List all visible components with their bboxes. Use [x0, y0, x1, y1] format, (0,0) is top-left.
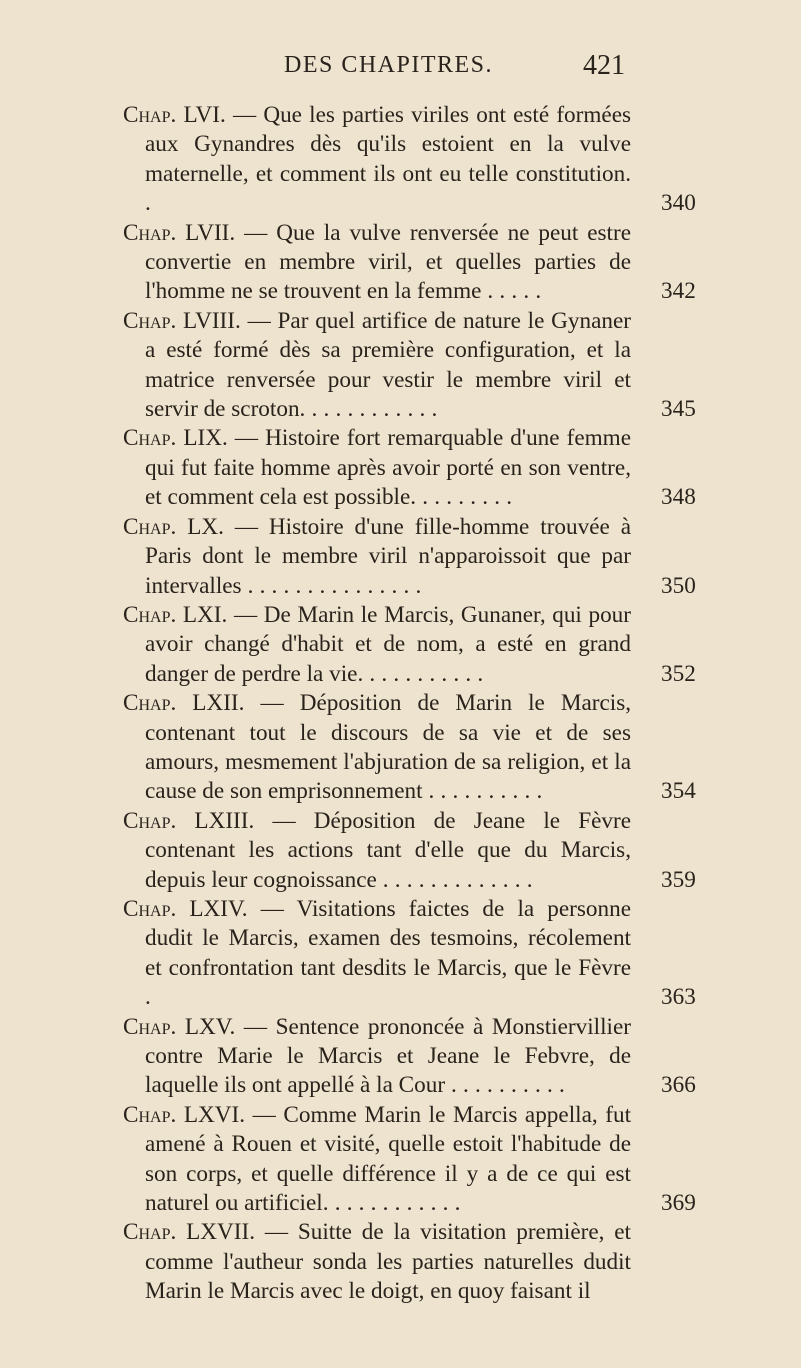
leader-dots: .: [145, 190, 151, 217]
chapter-title: — De Marin le Marcis, Gunaner, qui pour avoir changé d'habit et de nom, a esté en grand danger de perdre la vie: [145, 601, 631, 687]
toc-entry: [123, 1218, 631, 1306]
page-number: 421: [583, 50, 625, 81]
chapter-label: Chap. LVI.: [123, 102, 226, 128]
toc-entry: [123, 895, 696, 1013]
toc-entry: [123, 101, 696, 219]
leader-dots: . . . . . . . . . .: [445, 1072, 565, 1099]
leader-dots: . . . . . . . . . . .: [357, 660, 484, 687]
toc-entry: [123, 689, 696, 807]
chapter-label: Chap. LXV.: [123, 1013, 236, 1040]
chapter-title: — Sentence prononcée à Monstiervillier contre Marie le Marcis et Jeane le Febvre, de laquelle ils ont appellé à la Cour: [145, 1013, 632, 1099]
chapter-page-number: 348: [661, 484, 696, 511]
running-head: [0, 52, 801, 92]
chapter-page-number: 363: [661, 984, 696, 1011]
chapter-label: Chap. LIX.: [123, 425, 228, 452]
chapter-page-number: 342: [661, 278, 696, 305]
leader-dots: .: [145, 984, 151, 1011]
leader-dots: . . . . .: [481, 278, 542, 305]
chapter-title: — Que la vulve renversée ne peut estre convertie en membre viril, et quelles parties de l'homme ne se trouvent en la femme: [145, 219, 632, 305]
chapter-label: Chap. LXII.: [123, 690, 245, 717]
chapter-label: Chap. LXIII.: [123, 807, 255, 834]
chapter-page-number: 345: [661, 396, 696, 423]
chapter-title: — Déposition de Marin le Marcis, contenant tout le discours de sa vie et de ses amours, mesmement l'abjuration de sa religion, et la cause de son emprisonnement: [145, 690, 632, 805]
chapter-title: — Comme Marin le Marcis appella, fut amené à Rouen et visité, quelle estoit l'habitude de son corps, et quelle différence il y a de ce qui est naturel ou artificiel: [145, 1101, 632, 1217]
leader-dots: . . . . . . . . . . . . . . .: [241, 572, 422, 599]
chapter-page-number: 359: [661, 866, 696, 893]
toc-entry: [123, 807, 696, 895]
chapter-title: — Que les parties viriles ont esté formées aux Gynandres dès qu'ils estoient en la vulve maternelle, et comment ils ont eu telle constitution.: [145, 102, 632, 187]
chapter-page-number: 350: [661, 572, 696, 599]
chapter-title: — Déposition de Jeane le Fèvre contenant les actions tant d'elle que du Marcis, depuis leur cognoissance: [145, 807, 631, 893]
toc-entry: [123, 424, 696, 512]
leader-dots: . . . . . . . . .: [410, 484, 513, 511]
leader-dots: . . . . . . . . . . . . .: [376, 866, 533, 893]
chapter-label: Chap. LVII.: [123, 219, 236, 246]
chapter-label: Chap. LXVI.: [123, 1101, 246, 1128]
leader-dots: . . . . . . . . . .: [422, 778, 543, 805]
chapter-label: Chap. LX.: [123, 513, 224, 540]
chapter-page-number: 352: [661, 660, 696, 687]
chapter-page-number: 366: [661, 1072, 696, 1099]
leader-dots: . . . . . . . . . . . .: [299, 396, 438, 423]
chapter-title: — Histoire fort remarquable d'une femme qui fut faite homme après avoir porté en son ventre, et comment cela est possible: [145, 425, 631, 511]
toc-entry: [123, 601, 696, 689]
chapter-label: Chap. LVIII.: [123, 307, 241, 334]
toc-entry: [123, 1013, 696, 1101]
toc-entry: [123, 1101, 696, 1219]
chapter-label: Chap. LXIV.: [123, 895, 248, 922]
chapter-title: — Histoire d'une fille-homme trouvée à Paris dont le membre viril n'apparoissoit que par intervalles: [145, 513, 632, 599]
chapter-label: Chap. LXVII.: [123, 1219, 255, 1246]
toc-entry: [123, 513, 696, 601]
chapter-page-number: 369: [661, 1190, 696, 1217]
chapter-label: Chap. LXI.: [123, 601, 228, 628]
chapter-page-number: 354: [661, 778, 696, 805]
chapter-title: — Visitations faictes de la personne dudit le Marcis, examen des tesmoins, récolement et confrontation tant desdits le Marcis, que le Fèvre: [145, 895, 632, 981]
leader-dots: . . . . . . . . . . . .: [322, 1190, 461, 1217]
toc-entry: [123, 219, 696, 307]
chapter-title: — Suitte de la visitation première, et comme l'autheur sonda les parties naturelles dudit Marin le Marcis avec le doigt, en quoy faisant il: [145, 1219, 631, 1305]
chapter-title: — Par quel artifice de nature le Gynaner a esté formé dès sa première configuration, et la matrice renversée pour vestir le membre viril et servir de scroton: [145, 307, 631, 423]
chapter-page-number: 340: [661, 190, 696, 217]
table-of-contents: [123, 101, 696, 1307]
toc-entry: [123, 307, 696, 425]
running-title: DES CHAPITRES.: [284, 52, 494, 78]
